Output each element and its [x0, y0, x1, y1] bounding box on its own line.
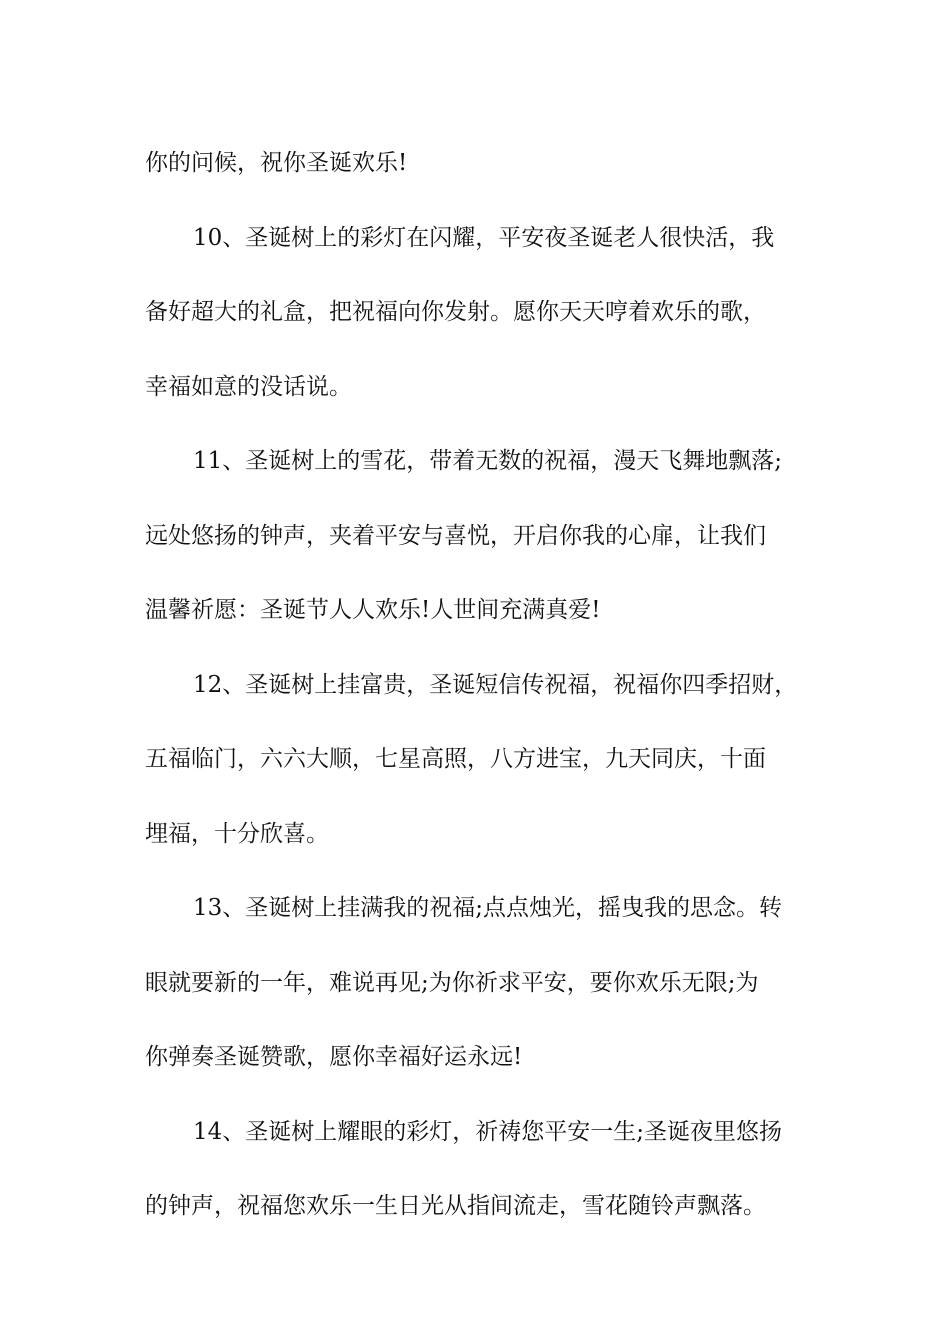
text-line: 埋福，十分欣喜。 [145, 820, 329, 847]
text-line: 的钟声，祝福您欢乐一生日光从指间流走，雪花随铃声飘落。 [145, 1193, 766, 1219]
text-line: 13、圣诞树上挂满我的祝福;点点烛光，摇曳我的思念。转 [193, 895, 783, 921]
text-line: 五福临门，六六大顺，七星高照，八方进宝，九天同庆，十面 [145, 746, 766, 772]
text-line: 眼就要新的一年，难说再见;为你祈求平安，要你欢乐无限;为 [145, 969, 759, 996]
paragraph-12 [145, 648, 825, 872]
text-line: 你弹奏圣诞赞歌，愿你幸福好运永远! [145, 1044, 523, 1070]
text-line: 11、圣诞树上的雪花，带着无数的祝福，漫天飞舞地飘落; [193, 448, 783, 474]
text-line: 14、圣诞树上耀眼的彩灯，祈祷您平安一生;圣诞夜里悠扬 [193, 1118, 783, 1145]
document-body [145, 126, 825, 1244]
paragraph-11 [145, 424, 825, 648]
text-line: 你的问候，祝你圣诞欢乐! [145, 150, 408, 176]
paragraph-continued [145, 126, 825, 201]
text-line: 远处悠扬的钟声，夹着平安与喜悦，开启你我的心扉，让我们 [145, 522, 766, 549]
text-line: 温馨祈愿：圣诞节人人欢乐!人世间充满真爱! [145, 597, 601, 623]
paragraph-10 [145, 201, 825, 425]
text-line: 10、圣诞树上的彩灯在闪耀，平安夜圣诞老人很快活，我 [193, 224, 775, 251]
paragraph-13 [145, 871, 825, 1095]
text-line: 12、圣诞树上挂富贵，圣诞短信传祝福，祝福你四季招财， [193, 671, 798, 698]
text-line: 幸福如意的没话说。 [145, 373, 352, 400]
paragraph-14 [145, 1095, 825, 1244]
text-line: 备好超大的礼盒，把祝福向你发射。愿你天天哼着欢乐的歌， [145, 299, 766, 325]
